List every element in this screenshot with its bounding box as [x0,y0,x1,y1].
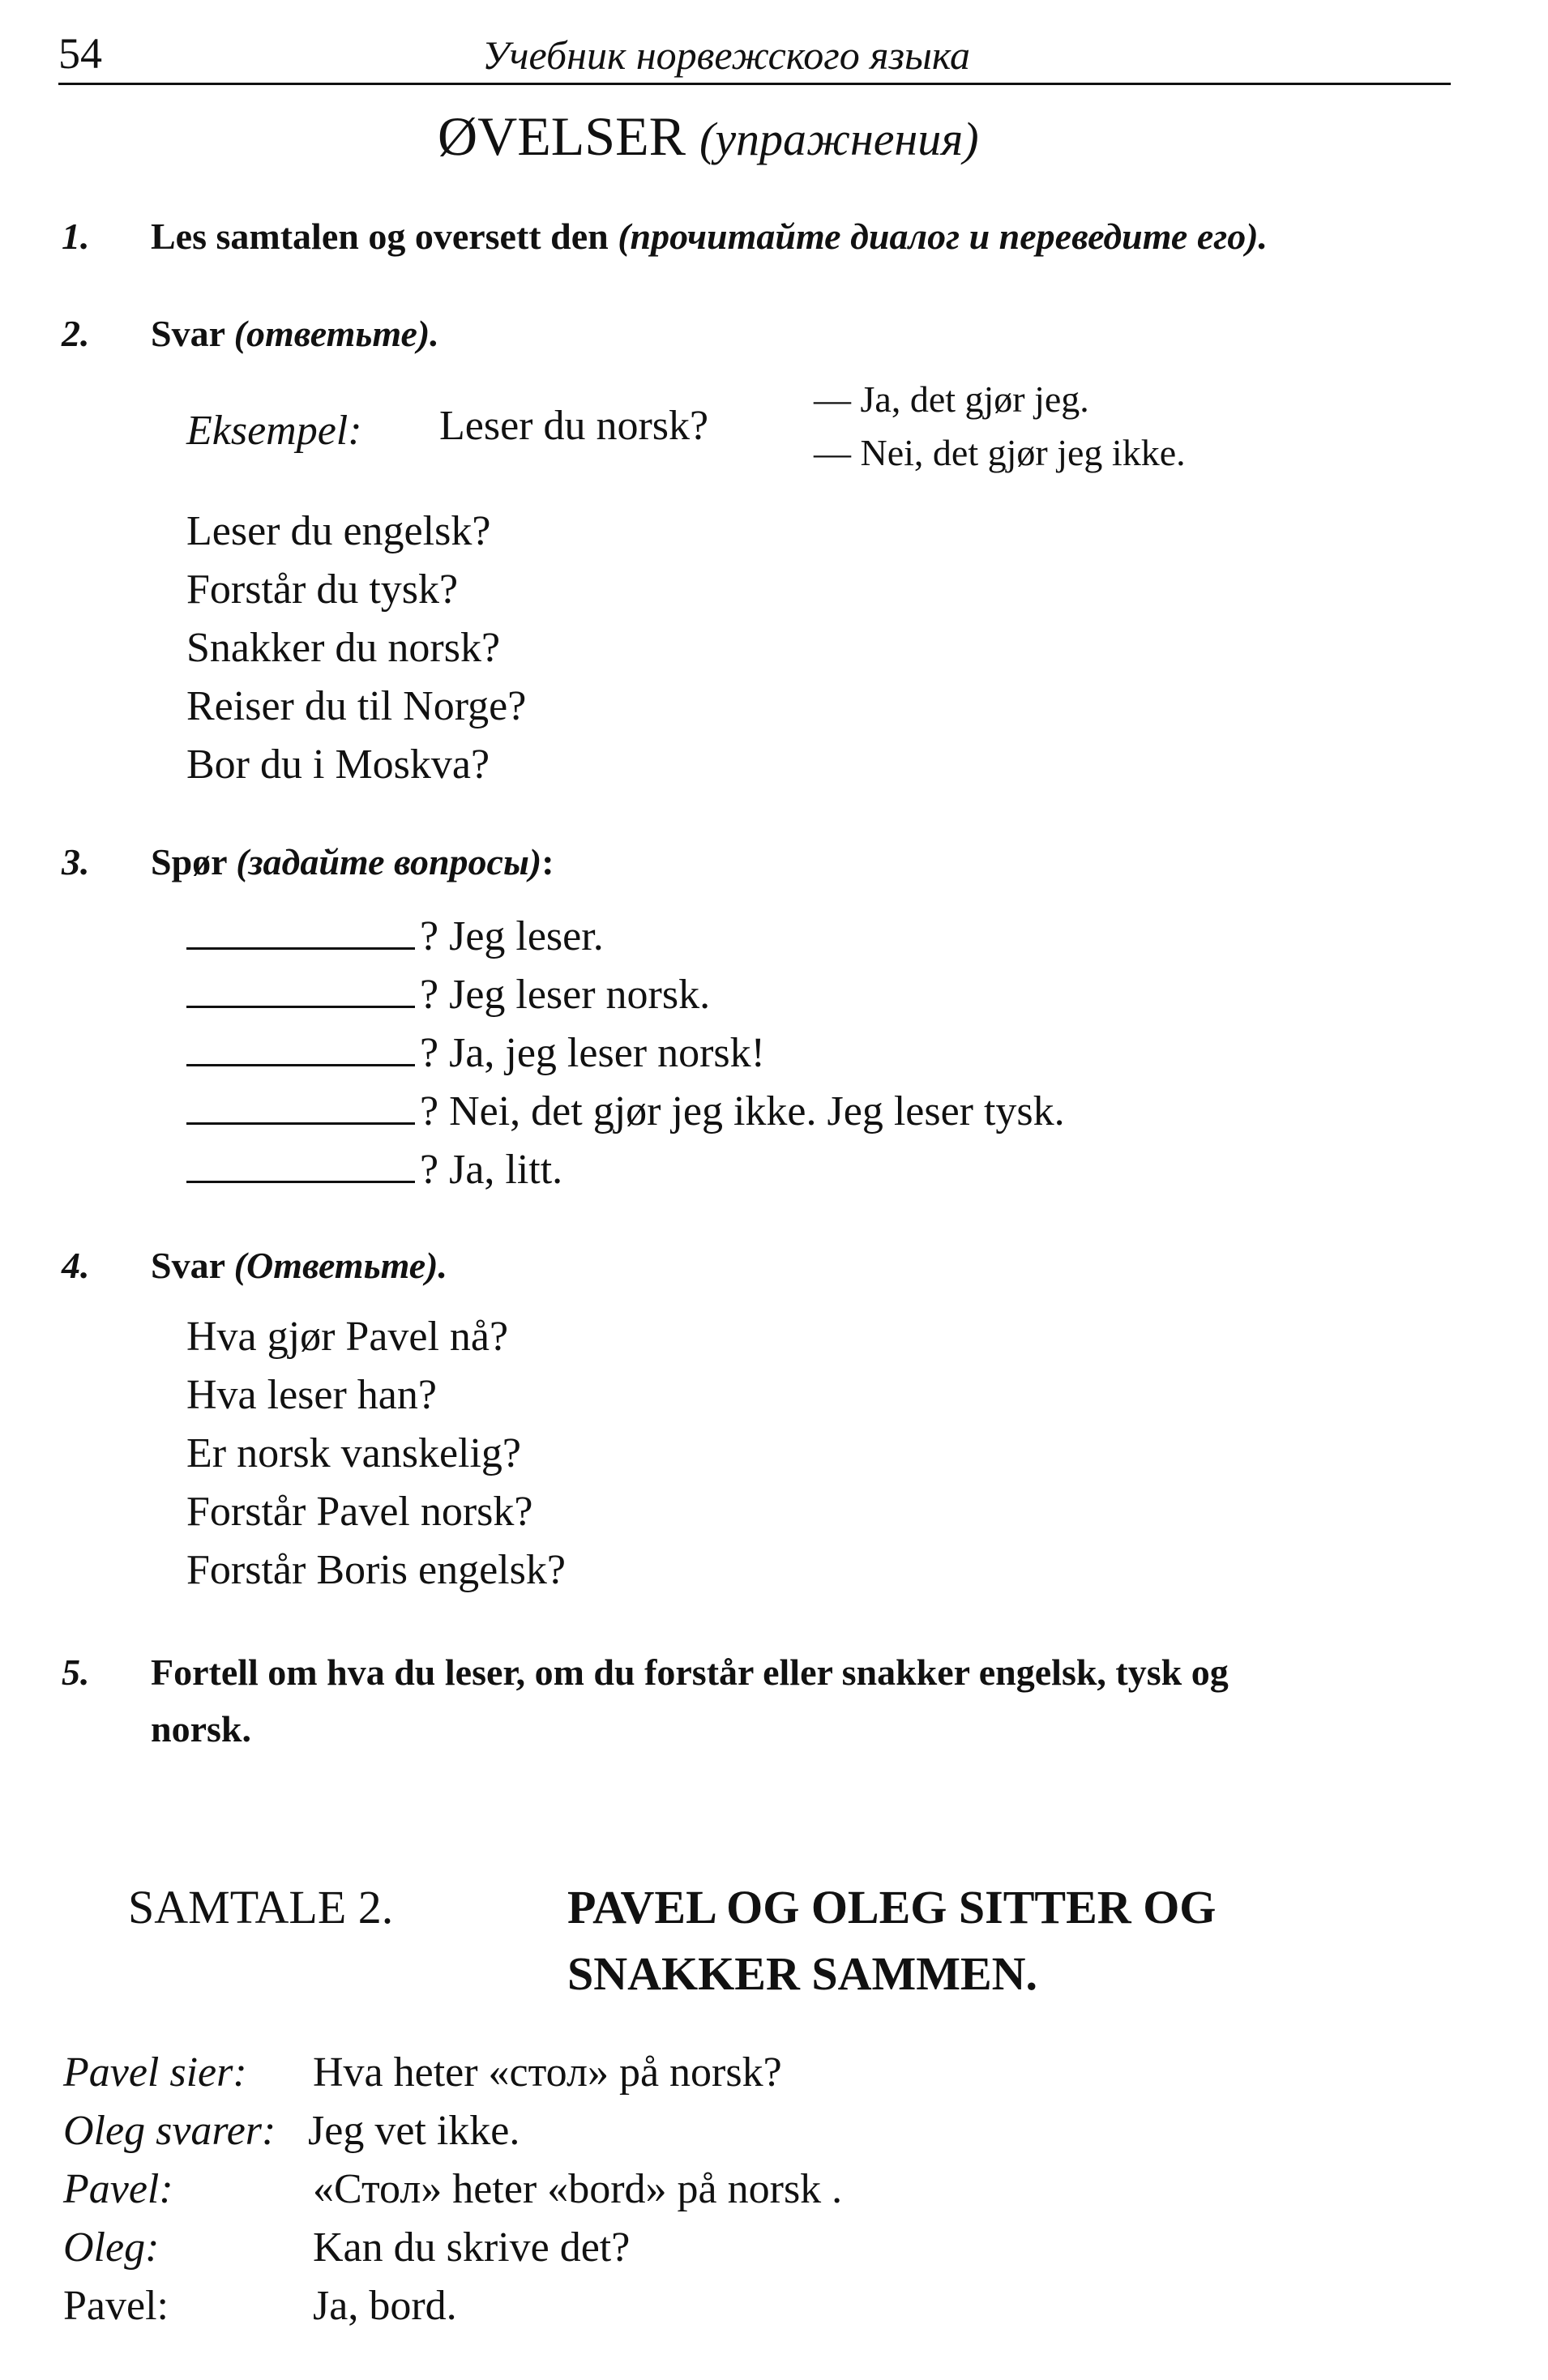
answer-blank [186,973,415,1008]
exercise-3-row [186,1083,1065,1141]
exercise-4-note: (Ответьте). [233,1245,448,1286]
exercise-2-instruction: Svar [151,313,225,354]
exercise-2-question: Reiser du til Norge? [186,683,527,729]
exercise-4-question: Forstår Boris engelsk? [186,1547,566,1593]
exercise-2-question: Bor du i Moskva? [186,741,490,788]
dialogue-line: Hva heter «стол» på norsk? [313,2049,782,2096]
answer-blank [186,1032,415,1066]
exercise-2-question: Forstår du tysk? [186,566,459,613]
example-label: Eksempel: [186,408,362,454]
header-rule [58,83,1451,85]
samtale-title-line-2: SNAKKER SAMMEN. [567,1947,1038,2000]
dialogue-line: Kan du skrive det? [313,2224,631,2271]
exercise-3-row [186,1141,562,1199]
exercise-4-number: 4. [62,1245,90,1286]
exercise-2-number: 2. [62,313,90,354]
dialogue-speaker: Pavel: [63,2166,173,2212]
exercise-3-colon: : [541,841,554,882]
dialogue-line: Ja, bord. [313,2283,457,2329]
exercise-3-number: 3. [62,841,90,882]
exercise-3-answer: ? Nei, det gjør jeg ikke. Jeg leser tysk. [420,1088,1065,1134]
exercise-3-note: (задайте вопросы) [236,841,542,882]
section-title-text: ØVELSER [438,105,686,167]
example-answer-2: — Nei, det gjør jeg ikke. [814,432,1186,473]
exercise-3-row [186,908,604,966]
dialogue-line: Jeg vet ikke. [308,2108,520,2154]
exercise-5-number: 5. [62,1651,90,1693]
example-question: Leser du norsk? [439,403,709,449]
exercise-2-question: Leser du engelsk? [186,508,491,554]
answer-blank [186,1148,415,1183]
exercise-1-text [151,214,1268,259]
exercise-3-answer: ? Jeg leser norsk. [420,972,711,1018]
samtale-label: SAMTALE 2. [128,1881,394,1933]
exercise-4-question: Forstår Pavel norsk? [186,1489,533,1535]
exercise-5-line-1: Fortell om hva du leser, om du forstår eller snakker engelsk, tysk og [151,1651,1229,1693]
exercise-2-note: (ответьте). [233,313,439,354]
exercise-3-instruction: Spør [151,841,227,882]
exercise-3-answer: ? Ja, jeg leser norsk! [420,1030,765,1076]
exercise-4-text [151,1243,447,1288]
exercise-3-row [186,1024,765,1083]
page-number: 54 [58,29,102,78]
exercise-3-answer: ? Ja, litt. [420,1147,563,1193]
running-title: Учебник норвежского языка [482,32,971,78]
exercise-4-question: Hva leser han? [186,1372,437,1418]
answer-blank [186,915,415,950]
section-subtitle: (упражнения) [699,113,979,165]
exercise-3-answer: ? Jeg leser. [420,913,604,959]
samtale-title-line-1: PAVEL OG OLEG SITTER OG [567,1881,1217,1933]
exercise-4-instruction: Svar [151,1245,225,1286]
section-title [438,104,979,172]
exercise-1-number: 1. [62,216,90,257]
exercise-4-question: Hva gjør Pavel nå? [186,1314,509,1360]
dialogue-line: «Стол» heter «bord» på norsk . [313,2166,843,2212]
dialogue-speaker: Oleg: [63,2224,160,2271]
answer-blank [186,1090,415,1125]
exercise-1-note: (прочитайте диалог и переведите его). [618,216,1268,257]
exercise-1-instruction: Les samtalen og oversett den [151,216,609,257]
exercise-4-question: Er norsk vanskelig? [186,1430,522,1476]
exercise-3-row [186,966,710,1024]
exercise-2-text [151,311,439,357]
dialogue-speaker: Pavel sier: [63,2049,247,2096]
example-answer-1: — Ja, det gjør jeg. [814,378,1089,420]
exercise-5-line-2: norsk. [151,1708,251,1750]
dialogue-speaker: Pavel: [63,2283,169,2329]
exercise-2-question: Snakker du norsk? [186,625,501,671]
exercise-3-text [151,840,554,885]
dialogue-speaker: Oleg svarer: [63,2108,276,2154]
